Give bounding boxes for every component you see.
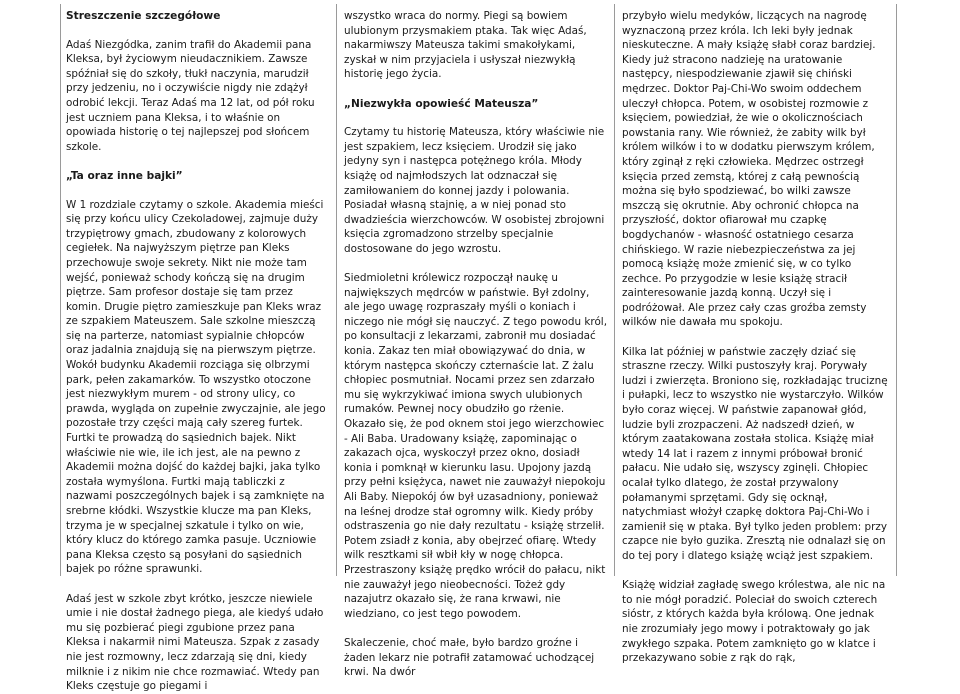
- text-column-3: [622, 9, 892, 665]
- paragraph: Adaś Niezgódka, zanim trafił do Akademii pana Kleksa, był życiowym nieudacznikiem. Zawsze spóźniał się do szkoły, tłukł naczynia, marudził przy jedzeniu, no i oczywiście nigdy nie zdążył odrobić lekcji. Teraz Adaś ma 12 lat, od pół roku jest uczniem pana Kleksa, i to właśnie on opowiada historię o tej najlepszej pod słońcem szkole.: [66, 38, 315, 153]
- paragraph: przybyło wielu medyków, liczących na nagrodę wyznaczoną przez króla. Ich leki były jednak nieskuteczne. A mały książę słabł coraz bardziej. Kiedy już stracono nadzieję na uratowanie następcy, niespodziewanie zjawił się chiński mędrzec. Doktor Paj-Chi-Wo swoim oddechem uleczył chłopca. Potem, w osobistej rozmowie z księciem, powiedział, że wie o okolicznościach powstania rany. Wie również, że zabity wilk był królem wilków i to w dodatku pierwszym królem, który zginął z ręki człowieka. Mędrzec ostrzegł księcia przed zemstą, której z całą pewnością można się było spodziewać, bo wilki zawsze mszczą się okrutnie. Aby ochronić chłopca na przyszłość, doktor ofiarował mu czapkę bogdychanów - własność ostatniego cesarza chińskiego. W razie niebezpieczeństwa za jej pomocą książę może zmienić się, w co tylko zechce. Po przygodzie w lesie książę stracił zainteresowanie jazdą konną. Uczył się i podróżował. Ale przez cały czas groźba zemsty wilków nie dawała mu spokoju.: [622, 10, 876, 329]
- paragraph: W 1 rozdziale czytamy o szkole. Akademia mieści się przy końcu ulicy Czekoladowej, zajmuje duży trzypiętrowy gmach, zbudowany z kolorowych cegiełek. Na najwyższym piętrze pan Kleks przechowuje swoje sekrety. Nikt nie może tam wejść, ponieważ schody kończą się na drugim piętrze. Sam profesor dostaje się tam przez komin. Drugie piętro zamieszkuje pan Kleks wraz ze szpakiem Mateuszem. Sale szkolne mieszczą się na parterze, natomiast sypialnie chłopców oraz jadalnia znajdują się na pierwszym piętrze. Wokół budynku Akademii rozciąga się olbrzymi park, pełen zakamarków. To wszystko otoczone jest niezwykłym murem - od strony ulicy, co prawda, wygląda on zupełnie zwyczajnie, ale jego pozostałe trzy części mają cały szereg furtek. Furtki te prowadzą do sąsiednich bajek. Nikt właściwie nie wie, ile ich jest, ale na pewno z Akademii można dojść do każdej bajki, jaka tylko została wymyślona. Furtki mają tabliczki z nazwami poszczególnych bajek i są zamknięte na srebrne kłódki. Wszystkie klucze ma pan Kleks, trzyma je w specjalnej szkatule i tylko on wie, który klucz do którego zamka pasuje. Uczniowie pana Kleksa często są posyłani do sąsiednich bajek po różne sprawunki.: [66, 198, 326, 576]
- column-divider: [60, 4, 61, 576]
- column-divider: [336, 4, 337, 576]
- paragraph: Siedmioletni królewicz rozpoczął naukę u największych mędrców w państwie. Był zdolny, ale jego uwagę rozpraszały myśli o koniach i niczego nie mógł się nauczyć. Z tego powodu król, po konsultacji z lekarzami, zabronił mu dosiadać konia. Zakaz ten miał obowiązywać do dnia, w którym następca skończy czternaście lat. Z żalu chłopiec posmutniał. Nocami przez sen zdarzało mu się wykrzykiwać imiona swych ulubionych rumaków. Pewnej nocy obudziło go rżenie. Okazało się, że pod oknem stoi jego wierzchowiec - Ali Baba. Uradowany książę, zapominając o zakazach ojca, wyskoczył przez okno, dosiadł konia i pomknął w kierunku lasu. Upojony jazdą przy pełni księżyca, nawet nie zauważył niepokoju Ali Baby. Niepokój ów był uzasadniony, ponieważ na leśnej drodze stał ogromny wilk. Kiedy próby odstraszenia go nie dały rezultatu - książę strzelił. Potem zsiadł z konia, aby obejrzeć ofiarę. Wtedy wilk resztkami sił wbił kły w nogę chłopca. Przestraszony książę prędko wrócił do pałacu, nikt nie zauważył jego nieobecności. Tożeż gdy nazajutrz okazało się, że rana krwawi, nie wiedziano, co jest tego powodem.: [344, 272, 607, 620]
- column-divider: [614, 4, 615, 576]
- paragraph: Książę widział zagładę swego królestwa, ale nic na to nie mógł poradzić. Poleciał do swoich czterech sióstr, z których każda była królową. One jednak nie zrozumiały jego mowy i potraktowały go jak zwykłego szpaka. Potem zamknięto go w klatce i przekazywano sobie z rąk do rąk,: [622, 579, 886, 665]
- paragraph: wszystko wraca do normy. Piegi są bowiem ulubionym przysmakiem ptaka. Tak więc Adaś, nakarmiwszy Mateusza takimi smakołykami, zyskał w nim przyjaciela i usłyszał niezwykłą historię jego życia.: [344, 10, 587, 81]
- text-column-1: [66, 9, 330, 693]
- paragraph: Skaleczenie, choć małe, było bardzo groźne i żaden lekarz nie potrafił zatamować uchodzącej krwi. Na dwór: [344, 636, 595, 679]
- paragraph: Adaś jest w szkole zbyt krótko, jeszcze niewiele umie i nie dostał żadnego piega, ale kiedyś udało mu się pozbierać piegi zgubione przez pana Kleksa i nakarmił nimi Mateusza. Szpak z zasady nie jest rozmowny, lecz zdarzają się dni, kiedy milknie i z nikim nie chce rozmawiać. Wtedy pan Kleks częstuje go piegami i: [66, 592, 324, 693]
- paragraph: Czytamy tu historię Mateusza, który właściwie nie jest szpakiem, lecz księciem. Urodził się jako jedyny syn i następca potężnego króla. Młody książę od najmłodszych lat odznaczał się zamiłowaniem do konnej jazdy i polowania. Posiadał własną stajnię, a w niej ponad sto dwadzieścia wierzchowców. W osobistej zbrojowni księcia zgromadzono strzelby specjalnie dostosowane do jego wzrostu.: [344, 126, 605, 255]
- column-divider: [896, 4, 897, 576]
- paragraph: Kilka lat później w państwie zaczęły dziać się straszne rzeczy. Wilki pustoszyły kraj. Porywały ludzi i zwierzęta. Broniono się, rozkładając truciznę i pułapki, lecz to wszystko nie wystarczyło. Wilków było coraz więcej. W państwie zapanował głód, ludzie byli zrozpaczeni. Aż nadszedł dzień, w którym zaatakowana została stolica. Książę miał wtedy 14 lat i razem z innymi próbował bronić pałacu. Nie udało się, wszyscy zginęli. Chłopiec ocalał tylko dlatego, że został przywalony połamanymi sprzętami. Gdy się ocknął, natychmiast włożył czapkę doktora Paj-Chi-Wo i zamienił się w ptaka. Był tylko jeden problem: przy czapce nie było guzika. Zresztą nie odnalazł się on do tej pory i dlatego książę wciąż jest szpakiem.: [622, 345, 888, 562]
- section-heading: „Ta oraz inne bajki”: [66, 169, 183, 182]
- section-heading: „Niezwykła opowieść Mateusza”: [344, 97, 539, 110]
- section-heading: Streszczenie szczegółowe: [66, 10, 221, 22]
- text-column-2: [344, 9, 608, 679]
